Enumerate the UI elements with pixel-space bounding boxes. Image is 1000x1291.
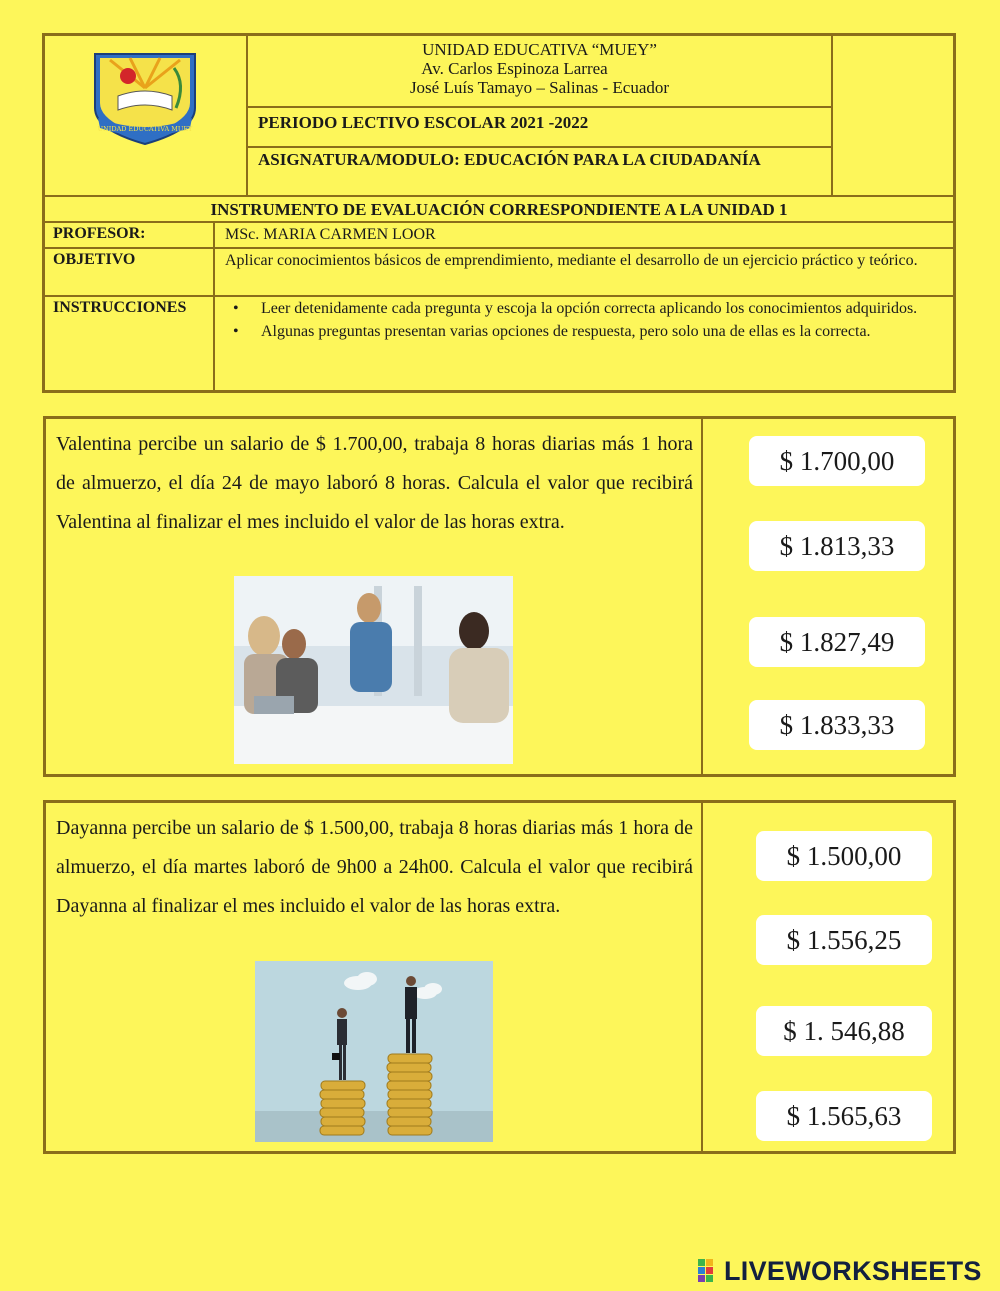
objective-label: OBJETIVO bbox=[45, 249, 215, 297]
objective-value: Aplicar conocimientos básicos de emprendimiento, mediante el desarrollo de un ejercicio práctico y teórico. bbox=[215, 249, 953, 297]
question-1-text: Valentina percibe un salario de $ 1.700,00, trabaja 8 horas diarias más 1 hora de almuerzo, el día 24 de mayo laboró 8 horas. Calcula el valor que recibirá Valentina al finalizar el mes incluido el valor de las horas extra. bbox=[56, 433, 693, 533]
header-table bbox=[42, 33, 956, 393]
school-address: Av. Carlos Espinoza Larrea bbox=[421, 59, 608, 78]
question-2-option-c[interactable]: $ 1. 546,88 bbox=[756, 1006, 932, 1056]
instruction-item: • Leer detenidamente cada pregunta y escoja la opción correcta aplicando los conocimientos adquiridos. bbox=[261, 299, 945, 318]
school-city: José Luís Tamayo – Salinas - Ecuador bbox=[409, 78, 670, 97]
instruction-item: • Algunas preguntas presentan varias opciones de respuesta, pero solo una de ellas es la correcta. bbox=[261, 322, 945, 341]
blank-cell bbox=[833, 36, 953, 197]
question-2-option-a[interactable]: $ 1.500,00 bbox=[756, 831, 932, 881]
brand-text: LIVEWORKSHEETS bbox=[724, 1256, 982, 1286]
salary-gap-illustration bbox=[255, 961, 493, 1142]
teacher-label: PROFESOR: bbox=[45, 223, 215, 249]
school-info bbox=[248, 36, 833, 108]
instrument-title: INSTRUMENTO DE EVALUACIÓN CORRESPONDIENTE A LA UNIDAD 1 bbox=[45, 197, 953, 223]
school-name: UNIDAD EDUCATIVA “MUEY” bbox=[422, 40, 657, 59]
logo-text: UNIDAD EDUCATIVA MUEY bbox=[97, 125, 193, 133]
question-1 bbox=[43, 416, 956, 777]
question-2-option-d[interactable]: $ 1.565,63 bbox=[756, 1091, 932, 1141]
question-2-text: Dayanna percibe un salario de $ 1.500,00, trabaja 8 horas diarias más 1 hora de almuerzo, el día martes laboró de 9h00 a 24h00. Calcula el valor que recibirá Dayanna al finalizar el mes incluido el valor de las horas extra. bbox=[56, 817, 693, 917]
question-1-option-b[interactable]: $ 1.813,33 bbox=[749, 521, 925, 571]
question-2-option-b[interactable]: $ 1.556,25 bbox=[756, 915, 932, 965]
question-1-option-d[interactable]: $ 1.833,33 bbox=[749, 700, 925, 750]
teacher-value: MSc. MARIA CARMEN LOOR bbox=[215, 223, 953, 249]
school-period: PERIODO LECTIVO ESCOLAR 2021 -2022 bbox=[248, 108, 833, 148]
meeting-photo bbox=[234, 576, 513, 764]
question-2 bbox=[43, 800, 956, 1154]
instructions-label: INSTRUCCIONES bbox=[45, 297, 215, 390]
question-1-option-c[interactable]: $ 1.827,49 bbox=[749, 617, 925, 667]
school-logo bbox=[90, 48, 200, 146]
liveworksheets-logo-icon bbox=[698, 1259, 722, 1283]
subject: ASIGNATURA/MODULO: EDUCACIÓN PARA LA CIUDADANÍA bbox=[248, 148, 833, 197]
question-1-option-a[interactable]: $ 1.700,00 bbox=[749, 436, 925, 486]
instructions-list bbox=[215, 297, 953, 390]
